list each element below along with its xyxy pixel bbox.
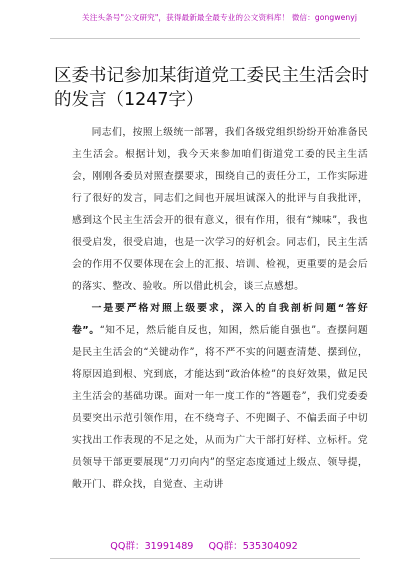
footer-rule	[50, 558, 360, 559]
header-notice: 关注头条号"公文研究"，获得最新最全最专业的公文资料库！ 微信：gongwenyj	[82, 13, 358, 22]
footer-contacts	[0, 538, 408, 552]
footer-qq-group-1: QQ群：31991489	[110, 541, 194, 552]
paragraph-point-one-lead: 一是要严格对照上级要求，深入的自我剖析问题“答好卷”。	[72, 303, 368, 336]
header-rule	[50, 38, 360, 39]
paragraph-point-one-text: “知不足，然后能自反也，知困，然后能自强也”。查摆问题是民主生活会的“关键动作”，将不严不实的问题查清楚、摆到位，将原因追到根、究到底，才能达到“政治体检”的良好效果，做足民主生活会的基础功课。面对一年一度工作的“答题卷”，我们党委委员要突出示范引领作用，在不绕弯子、不兜圈子、不偏丢面子中切实找出工作表现的不足之处，从而为广大干部打好样、立标杆。党员领导干部更要展现“刀刃向内”的坚定态度通过上级点、领导提，敞开门、群众找，自觉查、主动讲	[72, 325, 368, 490]
paragraph-intro-text: 同志们，按照上级统一部署，我们各级党组织纷纷开始准备民主生活会。根据计划，我今天来参加咱们街道党工委的民主生活会，刚刚各委员对照查摆要求，围绕自己的责任分工，工作实际进行了很好的发言，同志们之间也开展坦诚深入的批评与自我批评，感到这个民主生活会开的很有意义，很有作用，很有“辣味”，我也很受启发，很受启迪，也是一次学习的好机会。同志们，民主生活会的作用不仅要体现在会上的汇报、培训、检视，更重要的是会后的落实、整改、验收。所以借此机会，谈三点感想。	[72, 127, 368, 292]
document-body	[72, 122, 368, 496]
footer-qq-group-2: QQ群：535304092	[208, 541, 298, 552]
paragraph-point-one	[72, 298, 368, 496]
paragraph-intro	[72, 122, 368, 298]
document-title: 区委书记参加某街道党工委民主生活会时的发言（1247字）	[54, 65, 369, 110]
